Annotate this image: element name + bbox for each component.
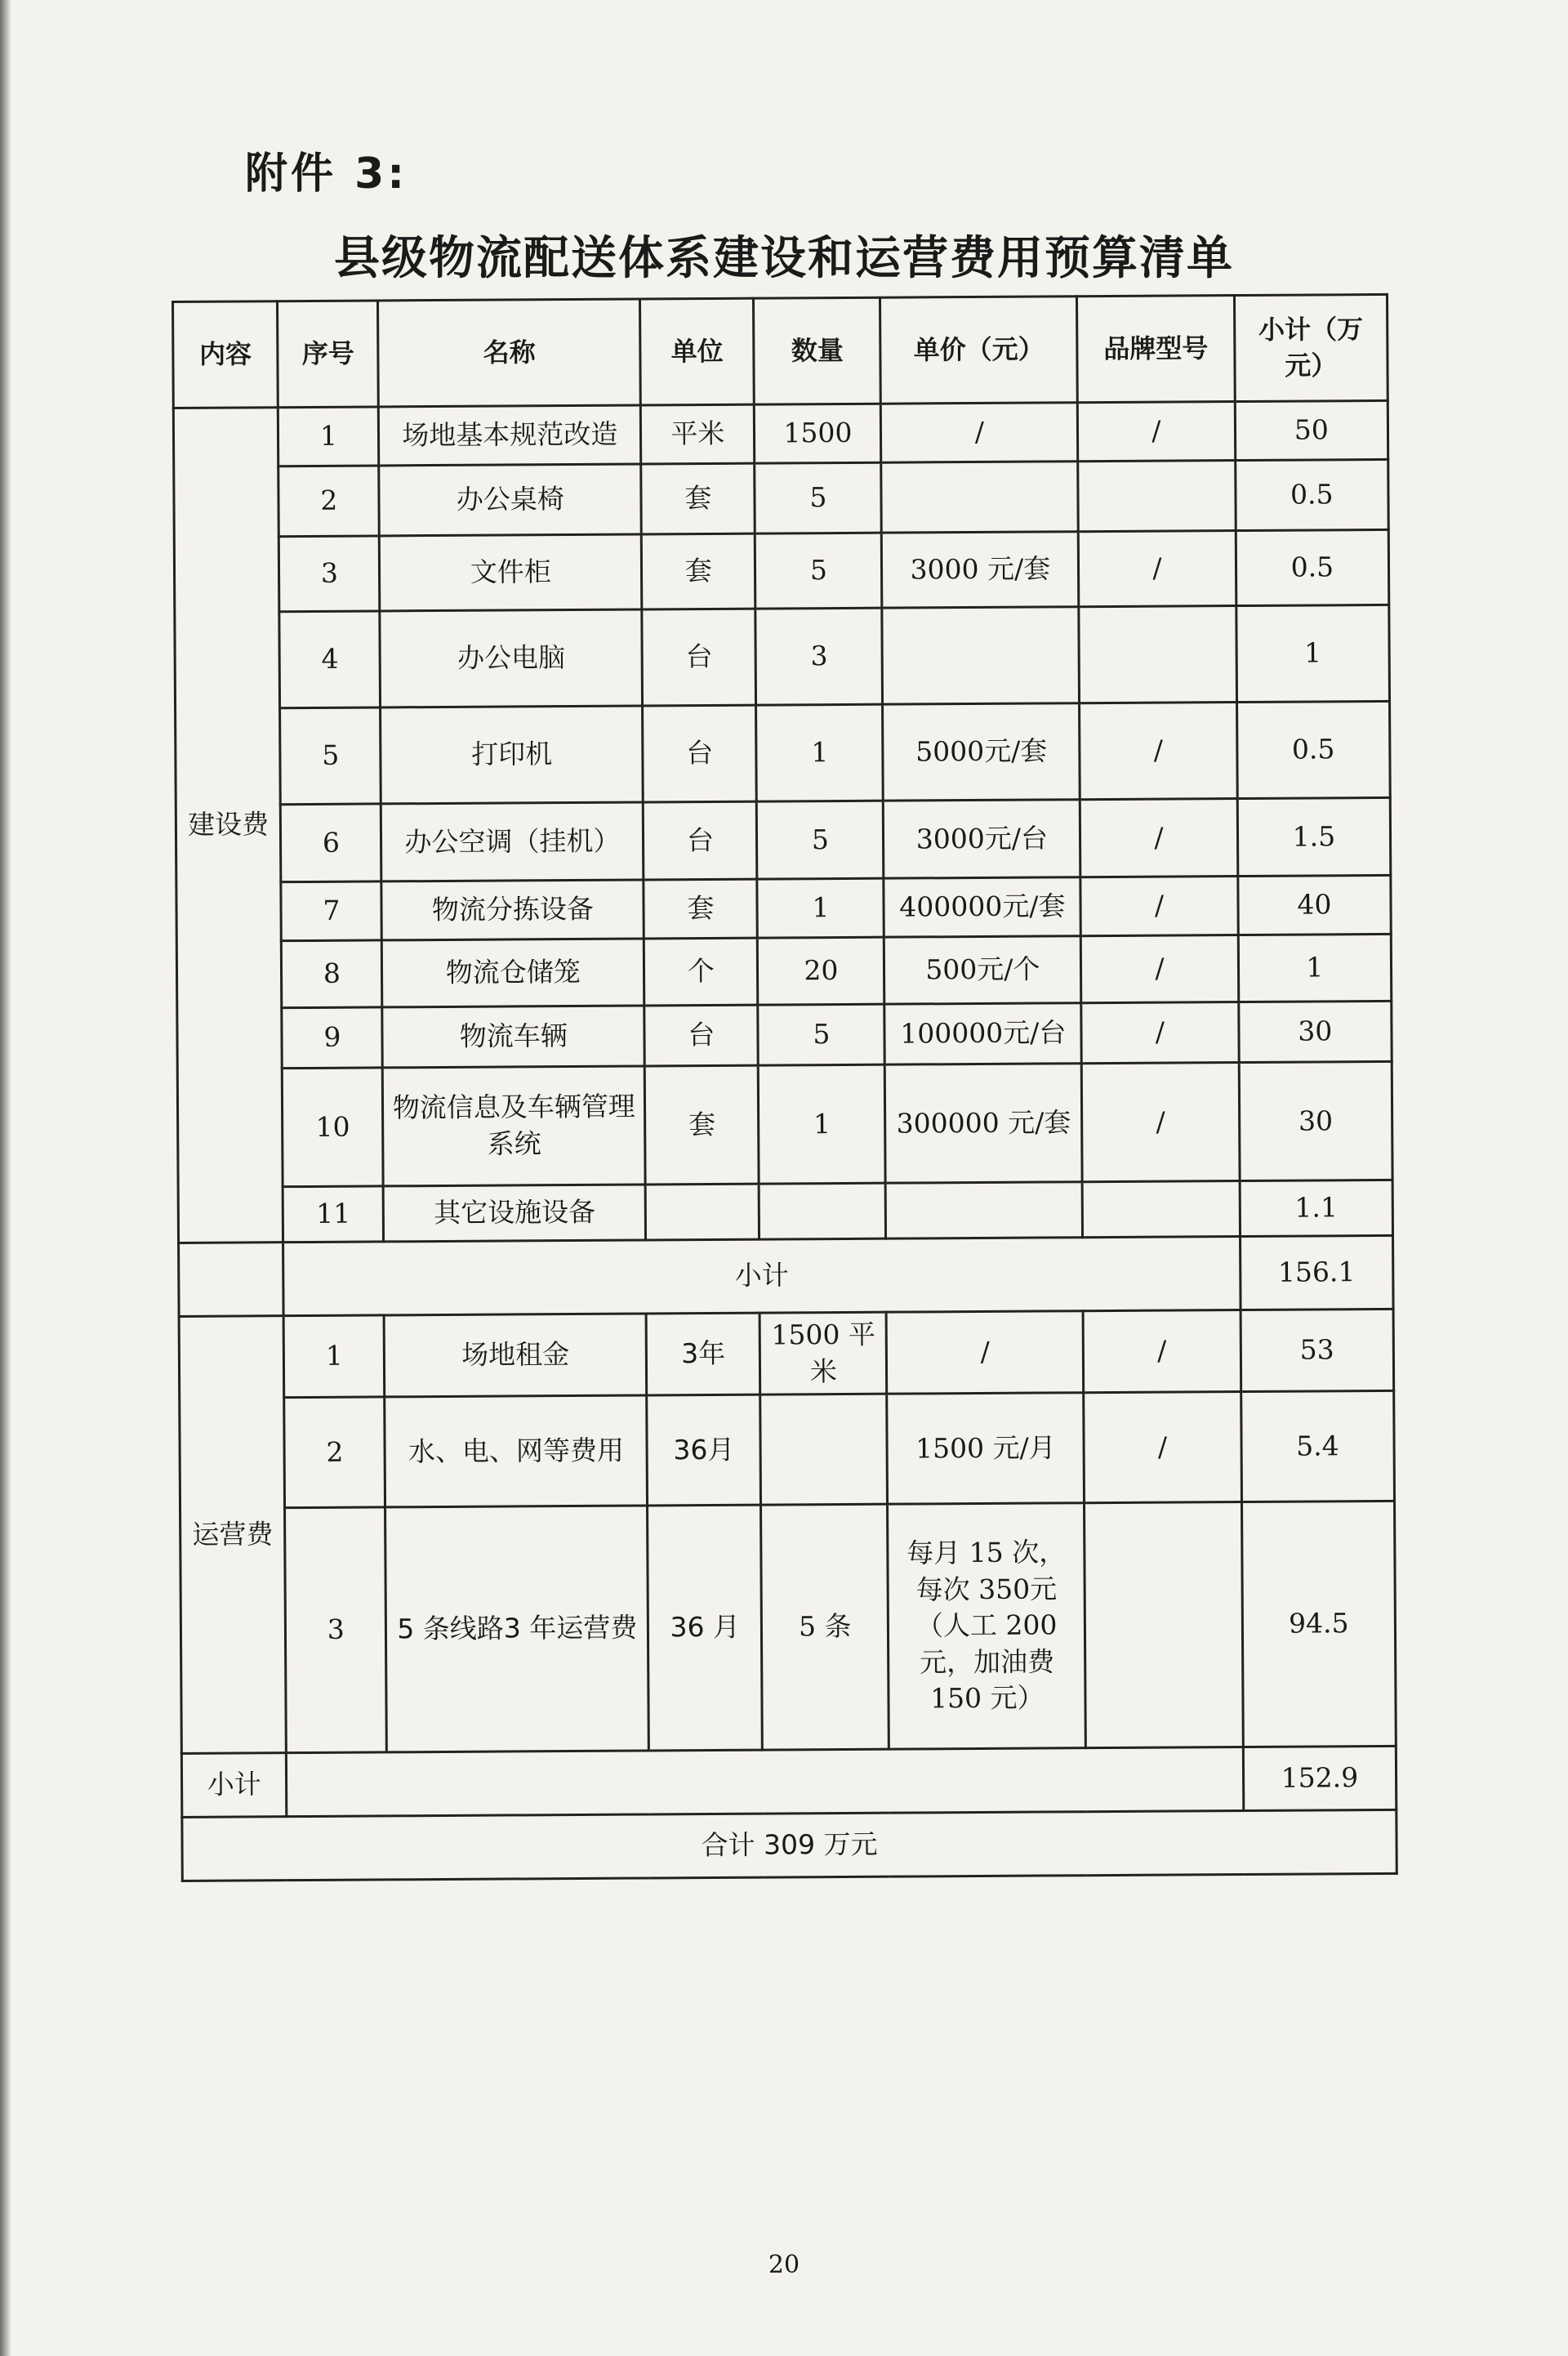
cell-price: 3000 元/套 (882, 532, 1079, 608)
cell-price (882, 607, 1079, 704)
cell-subtotal: 1 (1236, 605, 1390, 702)
cell-qty: 5 (755, 533, 883, 609)
cell-name: 办公电脑 (380, 609, 643, 707)
cell-price: 300000 元/套 (885, 1064, 1083, 1183)
cell-unit: 个 (644, 938, 759, 1006)
cell-unit: 台 (644, 801, 758, 880)
cell-unit (645, 1184, 759, 1240)
cell-brand (1085, 1502, 1243, 1748)
cell-price: 3000元/台 (884, 800, 1080, 878)
cell-subtotal: 0.5 (1236, 529, 1389, 605)
header-content: 内容 (173, 301, 278, 408)
cell-subtotal: 94.5 (1241, 1501, 1396, 1747)
header-no: 序号 (278, 301, 379, 408)
document-title: 县级物流配送体系建设和运营费用预算清单 (334, 232, 1234, 285)
cell-price: 500元/个 (884, 936, 1081, 1004)
cell-no: 5 (280, 707, 381, 805)
cell-unit: 套 (645, 1065, 760, 1185)
cell-price: 每月 15 次，每次 350元（人工 200 元，加油费 150 元） (888, 1503, 1086, 1749)
cell-name: 场地基本规范改造 (379, 405, 641, 466)
table-row (180, 1390, 1395, 1508)
cell-brand: / (1080, 877, 1238, 936)
cell-price: 100000元/台 (884, 1003, 1081, 1064)
operation-subtotal-spacer (287, 1747, 1244, 1817)
cell-no: 1 (283, 1315, 385, 1398)
cell-no: 2 (284, 1397, 385, 1508)
cell-no: 6 (281, 804, 382, 882)
header-name: 名称 (378, 299, 641, 407)
cell-no: 2 (278, 466, 380, 537)
cell-no: 1 (278, 407, 379, 466)
cell-name: 水、电、网等费用 (385, 1395, 648, 1507)
cell-subtotal: 1.5 (1237, 797, 1391, 876)
cell-qty: 1 (757, 878, 884, 938)
cell-subtotal: 1 (1238, 934, 1392, 1002)
cell-unit: 台 (643, 705, 757, 802)
cell-qty: 3 (755, 608, 883, 705)
table-row (180, 1501, 1396, 1753)
cell-no: 11 (283, 1186, 383, 1243)
cell-name: 物流车辆 (382, 1006, 644, 1068)
cell-qty: 5 (757, 801, 884, 879)
cell-unit: 36月 (647, 1394, 761, 1506)
cell-name: 办公桌椅 (379, 464, 641, 536)
grand-total-row (182, 1809, 1396, 1881)
cell-qty: 5 条 (761, 1504, 889, 1750)
cell-name: 文件柜 (380, 534, 642, 611)
cell-qty (760, 1394, 888, 1505)
cell-brand: / (1078, 531, 1236, 607)
cell-name: 场地租金 (384, 1314, 647, 1397)
cell-unit: 套 (642, 533, 756, 609)
page-number: 20 (768, 2251, 800, 2279)
table-row (179, 1309, 1394, 1398)
cell-unit: 套 (641, 463, 755, 534)
cell-unit: 台 (642, 609, 756, 706)
cell-brand: / (1081, 1063, 1239, 1182)
header-qty: 数量 (754, 297, 881, 404)
budget-table (172, 293, 1398, 1882)
table-row (176, 934, 1391, 1008)
header-price: 单价（元） (880, 297, 1077, 404)
cell-subtotal: 50 (1235, 400, 1388, 460)
cell-no: 10 (283, 1068, 384, 1187)
table-row (176, 701, 1391, 805)
cell-no: 3 (285, 1507, 387, 1753)
cell-no: 3 (279, 536, 381, 612)
construction-subtotal-value: 156.1 (1240, 1235, 1393, 1310)
category-operation: 运营费 (179, 1316, 287, 1754)
table-row (178, 1180, 1392, 1243)
category-construction: 建设费 (173, 408, 283, 1243)
cell-no: 7 (281, 881, 381, 941)
cell-unit: 台 (644, 1005, 759, 1066)
cell-price: 400000元/套 (884, 877, 1080, 937)
cell-subtotal: 0.5 (1235, 459, 1388, 530)
cell-name: 物流分拣设备 (381, 880, 644, 940)
operation-subtotal-row (181, 1746, 1396, 1817)
cell-brand: / (1084, 1392, 1241, 1503)
cell-unit: 36 月 (648, 1505, 763, 1751)
construction-subtotal-spacer (179, 1243, 284, 1317)
table-row (173, 400, 1388, 466)
cell-subtotal: 30 (1238, 1001, 1392, 1062)
cell-name: 打印机 (381, 706, 644, 804)
cell-brand: / (1077, 402, 1235, 462)
header-subtotal: 小计（万元） (1234, 294, 1388, 401)
cell-unit: 3年 (646, 1313, 760, 1395)
grand-total: 合计 309 万元 (182, 1809, 1396, 1881)
table-row (175, 605, 1390, 708)
cell-brand: / (1080, 935, 1238, 1003)
cell-subtotal: 0.5 (1236, 701, 1390, 798)
cell-qty: 1 (759, 1064, 886, 1184)
construction-subtotal-label: 小计 (283, 1237, 1241, 1316)
operation-subtotal-label: 小计 (181, 1753, 287, 1818)
table-row (174, 529, 1389, 612)
cell-no: 8 (282, 940, 383, 1008)
cell-subtotal: 40 (1238, 875, 1392, 935)
cell-brand: / (1081, 1002, 1239, 1064)
cell-qty (759, 1183, 886, 1239)
table-row (176, 875, 1391, 941)
operation-subtotal-value: 152.9 (1243, 1746, 1396, 1810)
cell-qty: 5 (758, 1004, 885, 1065)
table-row (177, 1001, 1392, 1069)
cell-name: 物流信息及车辆管理系统 (383, 1066, 646, 1186)
page-edge-shadow (0, 0, 11, 2356)
cell-subtotal: 30 (1239, 1061, 1392, 1180)
cell-price: / (881, 403, 1078, 462)
table-row (177, 1061, 1392, 1187)
table-row (176, 797, 1391, 882)
cell-price: 1500 元/月 (887, 1393, 1085, 1504)
cell-no: 4 (279, 611, 381, 708)
cell-price (881, 462, 1078, 533)
header-row (173, 294, 1388, 408)
cell-price: 5000元/套 (883, 703, 1080, 801)
cell-unit: 平米 (641, 404, 755, 464)
cell-qty: 5 (755, 462, 882, 533)
cell-qty: 1500 (755, 404, 882, 463)
cell-subtotal: 1.1 (1240, 1180, 1393, 1236)
cell-subtotal: 53 (1241, 1309, 1394, 1391)
cell-qty: 1 (756, 704, 884, 801)
cell-brand (1078, 461, 1236, 532)
cell-brand (1079, 606, 1236, 703)
cell-name: 办公空调（挂机） (381, 802, 644, 881)
cell-unit: 套 (644, 879, 757, 939)
cell-subtotal: 5.4 (1241, 1390, 1394, 1502)
cell-name: 其它设施设备 (384, 1185, 646, 1242)
cell-qty: 1500 平米 (760, 1312, 887, 1394)
attachment-label: 附件 3: (245, 149, 408, 199)
header-brand: 品牌型号 (1077, 296, 1235, 403)
cell-qty: 20 (758, 937, 885, 1005)
table-row (174, 459, 1388, 537)
cell-price (886, 1182, 1083, 1238)
cell-price: / (887, 1311, 1084, 1394)
cell-name: 5 条线路3 年运营费 (385, 1506, 649, 1752)
cell-brand: / (1080, 703, 1237, 800)
cell-brand (1082, 1181, 1240, 1238)
header-unit: 单位 (640, 298, 755, 405)
cell-brand: / (1080, 799, 1237, 877)
cell-brand: / (1083, 1310, 1241, 1393)
cell-no: 9 (282, 1007, 382, 1069)
cell-name: 物流仓储笼 (382, 939, 644, 1007)
construction-subtotal-row (179, 1235, 1394, 1316)
